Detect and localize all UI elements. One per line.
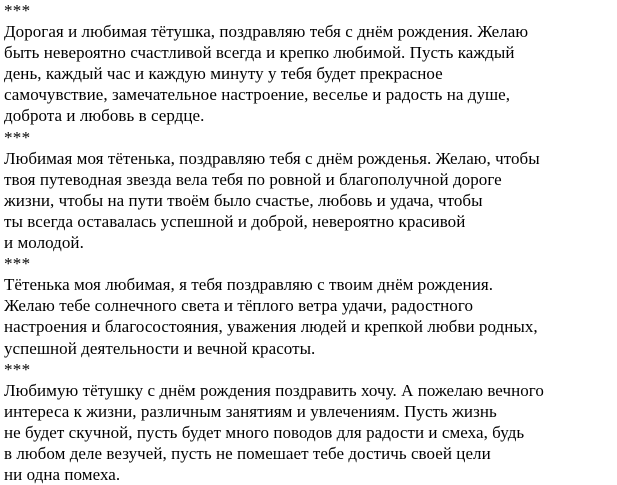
- text-line: ты всегда оставалась успешной и доброй, невероятно красивой: [4, 211, 466, 231]
- text-line: Тётенька моя любимая, я тебя поздравляю с твоим днём рождения.: [4, 275, 494, 295]
- greeting-block-3: [4, 253, 617, 358]
- text-line: успешной деятельности и вечной красоты.: [4, 338, 316, 358]
- separator: ***: [4, 127, 31, 147]
- greeting-block-1: [4, 0, 617, 127]
- text-line: жизни, чтобы на пути твоём было счастье, любовь и удача, чтобы: [4, 190, 483, 210]
- text-line: самочувствие, замечательное настроение, веселье и радость на душе,: [4, 85, 511, 105]
- text-line: не будет скучной, пусть будет много поводов для радости и смеха, будь: [4, 422, 525, 442]
- text-line: твоя путеводная звезда вела тебя по ровной и благополучной дороге: [4, 169, 502, 189]
- text-line: Желаю тебе солнечного света и тёплого ветра удачи, радостного: [4, 296, 473, 316]
- separator: ***: [4, 1, 31, 20]
- text-line: день, каждый час и каждую минуту у тебя будет прекрасное: [4, 64, 443, 84]
- greeting-block-4: [4, 359, 617, 485]
- text-line: Любимая моя тётенька, поздравляю тебя с днём рожденья. Желаю, чтобы: [4, 148, 540, 168]
- separator: ***: [4, 254, 31, 274]
- text-line: ни одна помеха.: [4, 465, 121, 485]
- greeting-block-2: [4, 127, 617, 254]
- text-line: в любом деле везучей, пусть не помешает тебе достичь своей цели: [4, 443, 491, 463]
- text-line: быть невероятно счастливой всегда и крепко любимой. Пусть каждый: [4, 43, 515, 63]
- separator: ***: [4, 359, 31, 379]
- text-line: и молодой.: [4, 233, 84, 253]
- text-line: Любимую тётушку с днём рождения поздравить хочу. А пожелаю вечного: [4, 380, 544, 400]
- text-line: Дорогая и любимая тётушка, поздравляю тебя с днём рождения. Желаю: [4, 22, 529, 42]
- text-line: настроения и благосостояния, уважения людей и крепкой любви родных,: [4, 317, 538, 337]
- text-line: доброта и любовь в сердце.: [4, 106, 205, 126]
- text-line: интереса к жизни, различным занятиям и увлечениям. Пусть жизнь: [4, 401, 497, 421]
